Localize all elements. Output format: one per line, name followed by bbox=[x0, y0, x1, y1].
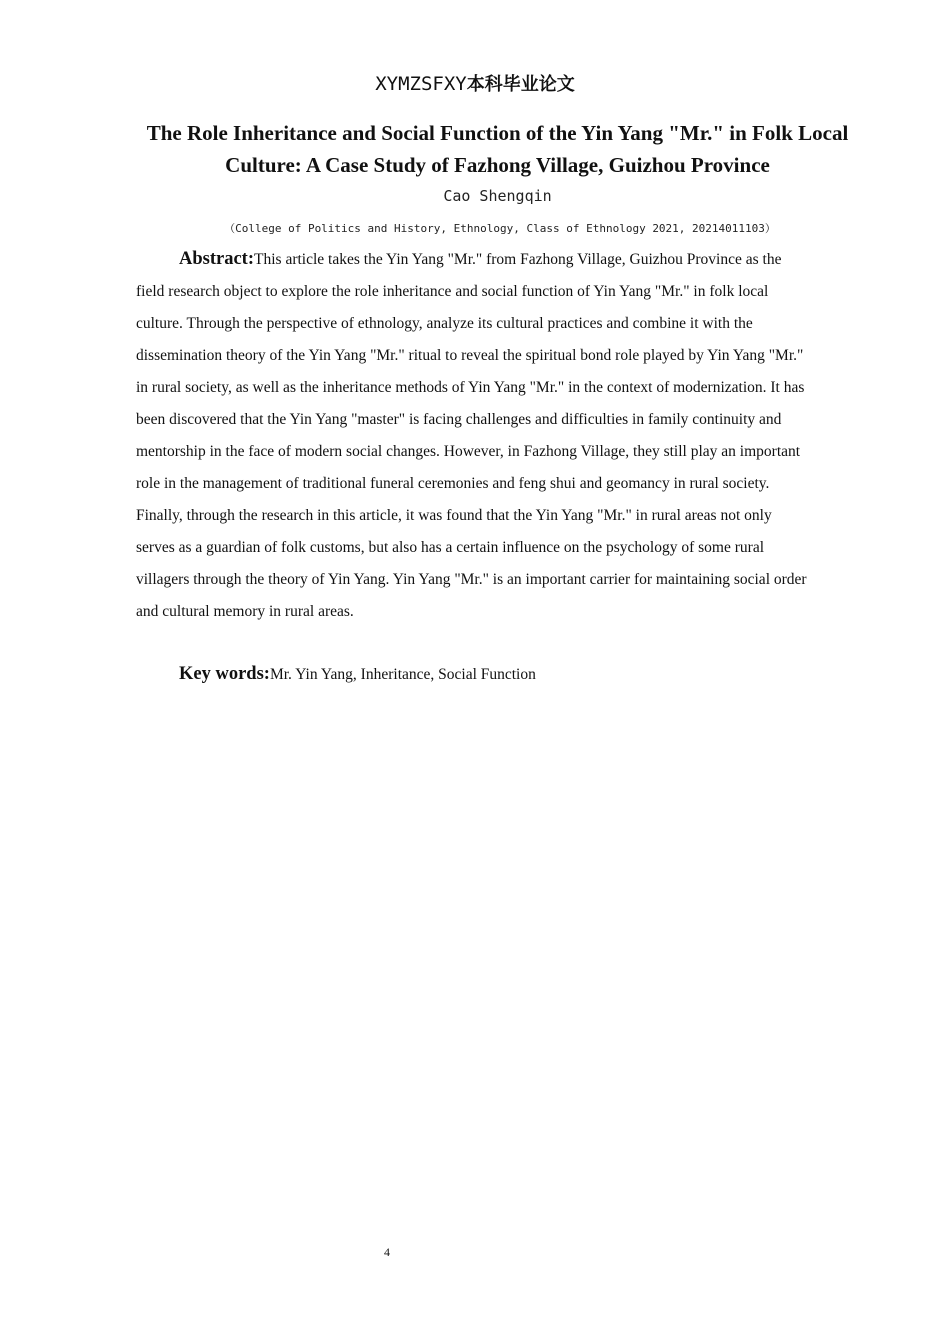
keywords-label: Key words: bbox=[179, 664, 270, 684]
abstract-paragraph bbox=[136, 243, 810, 628]
keywords-text: Mr. Yin Yang, Inheritance, Social Function bbox=[269, 666, 536, 683]
abstract-text: This article takes the Yin Yang "Mr." from Fazhong Village, Guizhou Province as the field research object to explore the role inheritance and social function of Yin Yang "Mr." in folk local culture. Through the perspective of ethnology, analyze its cultural practices and combine it with the dissemination theory of the Yin Yang "Mr." ritual to reveal the spiritual bond role played by Yin Yang "Mr." in rural society, as well as the inheritance methods of Yin Yang "Mr." in the context of modernization. It has been discovered that the Yin Yang "master" is facing challenges and difficulties in family continuity and mentorship in the face of modern social changes. However, in Fazhong Village, they still play an important role in the management of traditional funeral ceremonies and feng shui and geomancy in rural society. Finally, through the research in this article, it was found that the Yin Yang "Mr." in rural areas not only serves as a guardian of folk customs, but also has a certain influence on the psychology of some rural villagers through the theory of Yin Yang. Yin Yang "Mr." is an important carrier for maintaining social order and cultural memory in rural areas. bbox=[136, 251, 807, 620]
page-number: 4 bbox=[384, 1245, 390, 1259]
author-name: Cao Shengqin bbox=[443, 187, 552, 205]
paper-title: The Role Inheritance and Social Function of the Yin Yang "Mr." in Folk Local Culture: A Case Study of Fazhong Village, Guizhou Province bbox=[146, 121, 849, 177]
keywords-paragraph bbox=[179, 658, 819, 691]
header-chinese: 本科毕业论文 bbox=[466, 74, 575, 95]
header-latin: XYMZSFXY bbox=[375, 73, 467, 95]
author-affiliation: （College of Politics and History, Ethnology, Class of Ethnology 2021, 20214011103） bbox=[224, 222, 776, 235]
abstract-label: Abstract: bbox=[179, 249, 255, 269]
thesis-header bbox=[0, 70, 950, 96]
